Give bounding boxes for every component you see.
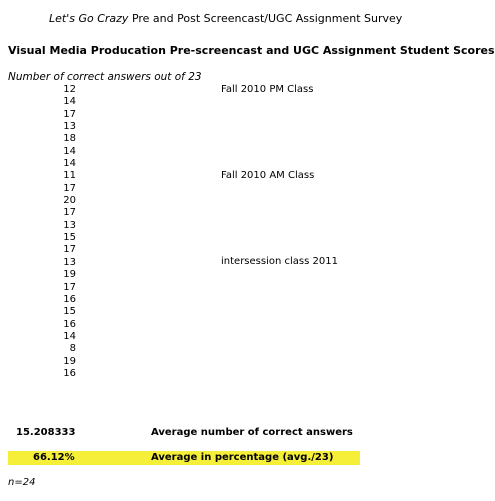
score-item: 16	[63, 318, 76, 330]
class-label-fall-am: Fall 2010 AM Class	[221, 170, 315, 181]
average-row	[0, 427, 439, 441]
score-item: 18	[63, 133, 76, 145]
score-item: 16	[63, 367, 76, 379]
score-item: 17	[63, 281, 76, 293]
score-item: 15	[63, 232, 76, 244]
section-heading: Visual Media Producation Pre-screencast and UGC Assignment Student Scores	[8, 44, 495, 57]
score-item: 13	[63, 256, 76, 268]
scores-caption: Number of correct answers out of 23	[8, 71, 202, 83]
class-label-intersession: intersession class 2011	[221, 256, 338, 267]
average-label: Average number of correct answers	[151, 427, 353, 438]
score-item: 12	[63, 84, 76, 95]
score-item: 14	[63, 330, 76, 342]
score-list	[60, 84, 76, 380]
document-title-italic: Let's Go Crazy	[49, 12, 129, 25]
score-item: 14	[63, 96, 76, 108]
score-item: 15	[63, 306, 76, 318]
score-item: 20	[63, 195, 76, 207]
score-item: 14	[63, 158, 76, 170]
score-item: 19	[63, 355, 76, 367]
score-item: 8	[69, 343, 76, 355]
score-item: 17	[63, 108, 76, 120]
percentage-label: Average in percentage (avg./23)	[151, 452, 334, 463]
score-item: 19	[63, 269, 76, 281]
score-item: 13	[63, 219, 76, 231]
average-value: 15.208333	[16, 427, 76, 438]
score-item: 11	[63, 170, 76, 182]
sample-size: n=24	[8, 477, 36, 488]
document-title-rest: Pre and Post Screencast/UGC Assignment Survey	[128, 12, 403, 25]
percentage-value: 66.12%	[33, 452, 75, 463]
score-item: 17	[63, 244, 76, 256]
document-title	[49, 12, 402, 25]
score-item: 17	[63, 182, 76, 194]
score-item: 14	[63, 145, 76, 157]
score-item: 17	[63, 207, 76, 219]
score-item: 13	[63, 121, 76, 133]
class-label-fall-pm: Fall 2010 PM Class	[221, 84, 314, 95]
score-item: 16	[63, 293, 76, 305]
